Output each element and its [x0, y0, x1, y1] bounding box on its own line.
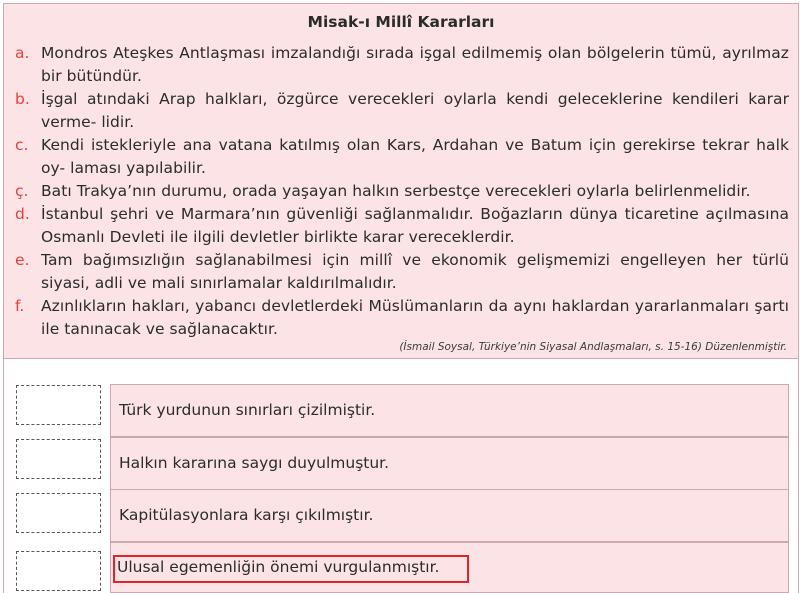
answer-box-3[interactable]	[16, 493, 101, 533]
statement-text: Halkın kararına saygı duyulmuştur.	[119, 454, 390, 472]
item-letter: c.	[15, 136, 29, 154]
item-text: Tam bağımsızlığın sağlanabilmesi için millî ve ekonomik gelişmemizi engelleyen her türlü siyasi, adli ve mali sınırlamalar kaldırılmalıdır.	[41, 251, 789, 292]
statement-row-1	[110, 384, 789, 437]
item-text: Batı Trakya’nın durumu, orada yaşayan halkın serbestçe verecekleri oylarla belirlenmelidir.	[41, 182, 751, 200]
answer-box-1[interactable]	[16, 385, 101, 425]
item-text: İşgal atındaki Arap halkları, özgürce verecekleri oylarla kendi geleceklerine kendileri karar verme- lidir.	[41, 90, 789, 131]
item-text: Kendi istekleriyle ana vatana katılmış olan Kars, Ardahan ve Batum için gerekirse tekrar halk oy- laması yapılabilir.	[41, 136, 789, 177]
left-border	[3, 359, 4, 593]
item-letter: ç.	[15, 182, 29, 200]
answer-box-4[interactable]	[16, 551, 101, 591]
answer-box-2[interactable]	[16, 439, 101, 479]
item-text: İstanbul şehri ve Marmara’nın güvenliği sağlanmalıdır. Boğazların dünya ticaretine açılmasına Osmanlı Devleti ile ilgili devletler birlikte karar vereceklerdir.	[41, 205, 789, 246]
item-letter: d.	[15, 205, 30, 223]
panel-title: Misak-ı Millî Kararları	[307, 13, 495, 31]
item-letter: e.	[15, 251, 30, 269]
item-text: Mondros Ateşkes Antlaşması imzalandığı sırada işgal edilmemiş olan bölgelerin tümü, ayrılmaz bir bütündür.	[41, 44, 789, 85]
selection-highlight	[113, 555, 469, 583]
item-letter: f.	[15, 297, 25, 315]
statement-text: Türk yurdunun sınırları çizilmiştir.	[119, 401, 376, 419]
right-border	[798, 359, 799, 593]
item-letter: b.	[15, 90, 30, 108]
item-text: Azınlıkların hakları, yabancı devletlerdeki Müslümanların da aynı haklardan yararlanmaları şartı ile tanınacak ve sağlanacaktır.	[41, 297, 789, 338]
statement-text: Ulusal egemenliğin önemi vurgulanmıştır.	[117, 558, 440, 576]
statement-text: Kapitülasyonlara karşı çıkılmıştır.	[119, 506, 374, 524]
statement-row-3	[110, 489, 789, 542]
decisions-panel	[3, 3, 799, 359]
source-citation: (İsmail Soysal, Türkiye’nin Siyasal Andlaşmaları, s. 15-16) Düzenlenmiştir.	[399, 341, 787, 353]
item-letter: a.	[15, 44, 30, 62]
statement-row-2	[110, 437, 789, 490]
